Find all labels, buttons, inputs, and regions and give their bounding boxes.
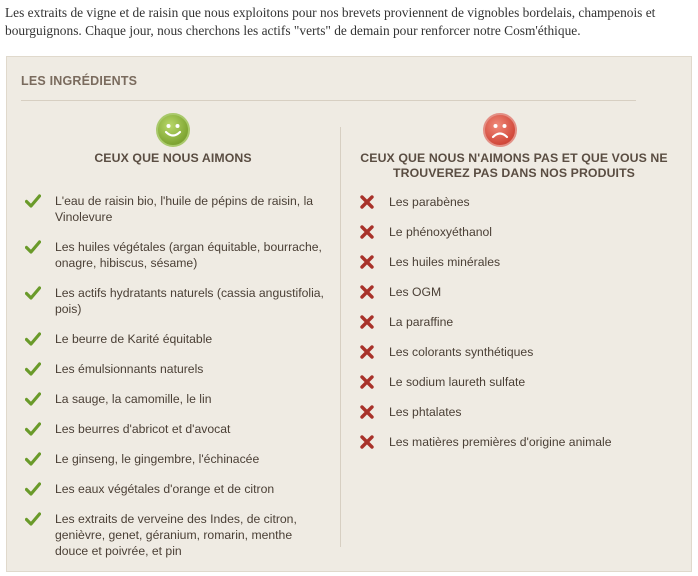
- cross-icon: [359, 345, 375, 359]
- list-item: [25, 481, 325, 497]
- item-label: Les parabènes: [389, 195, 470, 209]
- list-item: [359, 254, 679, 270]
- disliked-ingredients-list: [359, 194, 679, 464]
- item-label: Les actifs hydratants naturels (cassia angustifolia, pois): [55, 286, 324, 316]
- panel-title: LES INGRÉDIENTS: [21, 74, 138, 88]
- list-item: [25, 451, 325, 467]
- check-icon: [25, 362, 41, 376]
- item-label: Les phtalates: [389, 405, 462, 419]
- check-icon: [25, 482, 41, 496]
- cross-icon: [359, 195, 375, 209]
- column-divider: [340, 127, 341, 547]
- check-icon: [25, 392, 41, 406]
- list-item: [359, 284, 679, 300]
- list-item: [25, 239, 325, 271]
- cross-icon: [359, 405, 375, 419]
- liked-heading: CEUX QUE NOUS AIMONS: [94, 151, 252, 165]
- item-label: Les eaux végétales d'orange et de citron: [55, 482, 275, 496]
- cross-icon: [359, 375, 375, 389]
- list-item: [359, 434, 679, 450]
- check-icon: [25, 286, 41, 300]
- check-icon: [25, 240, 41, 254]
- list-item: [25, 193, 325, 225]
- intro-text: Les extraits de vigne et de raisin que nous exploitons pour nos brevets proviennent de vignobles bordelais, champenois et bourguignons. Chaque jour, nous cherchons les actifs "verts" de demain pour renforcer notre Cosm'éthique.: [5, 5, 656, 38]
- list-item: [359, 374, 679, 390]
- list-item: [25, 285, 325, 317]
- item-label: Les extraits de verveine des Indes, de citron, genièvre, genet, géranium, romarin, menthe douce et poivrée, et pin: [55, 512, 297, 558]
- check-icon: [25, 452, 41, 466]
- item-label: La sauge, la camomille, le lin: [55, 392, 212, 406]
- list-item: [25, 361, 325, 377]
- item-label: L'eau de raisin bio, l'huile de pépins de raisin, la Vinolevure: [55, 194, 314, 224]
- check-icon: [25, 512, 41, 526]
- list-item: [25, 511, 325, 559]
- item-label: Les beurres d'abricot et d'avocat: [55, 422, 231, 436]
- check-icon: [25, 194, 41, 208]
- list-item: [25, 391, 325, 407]
- item-label: La paraffine: [389, 315, 454, 329]
- check-icon: [25, 332, 41, 346]
- item-label: Les émulsionnants naturels: [55, 362, 204, 376]
- check-icon: [25, 422, 41, 436]
- item-label: Les huiles minérales: [389, 255, 501, 269]
- cross-icon: [359, 255, 375, 269]
- cross-icon: [359, 315, 375, 329]
- item-label: Les OGM: [389, 285, 442, 299]
- item-label: Le sodium laureth sulfate: [389, 375, 526, 389]
- smiley-happy-icon: [156, 113, 190, 147]
- smiley-sad-icon: [483, 113, 517, 147]
- liked-ingredients-list: [25, 193, 325, 573]
- item-label: Les colorants synthétiques: [389, 345, 534, 359]
- list-item: [359, 194, 679, 210]
- item-label: Le ginseng, le gingembre, l'échinacée: [55, 452, 260, 466]
- cross-icon: [359, 285, 375, 299]
- disliked-heading: CEUX QUE NOUS N'AIMONS PAS ET QUE VOUS NE TROUVEREZ PAS DANS NOS PRODUITS: [360, 151, 668, 180]
- list-item: [359, 314, 679, 330]
- list-item: [25, 421, 325, 437]
- item-label: Le beurre de Karité équitable: [55, 332, 213, 346]
- list-item: [25, 331, 325, 347]
- list-item: [359, 224, 679, 240]
- cross-icon: [359, 225, 375, 239]
- item-label: Les huiles végétales (argan équitable, bourrache, onagre, hibiscus, sésame): [55, 240, 322, 270]
- list-item: [359, 404, 679, 420]
- list-item: [359, 344, 679, 360]
- cross-icon: [359, 435, 375, 449]
- ingredients-panel: [6, 56, 692, 572]
- item-label: Le phénoxyéthanol: [389, 225, 493, 239]
- panel-divider: [21, 100, 636, 101]
- item-label: Les matières premières d'origine animale: [389, 435, 612, 449]
